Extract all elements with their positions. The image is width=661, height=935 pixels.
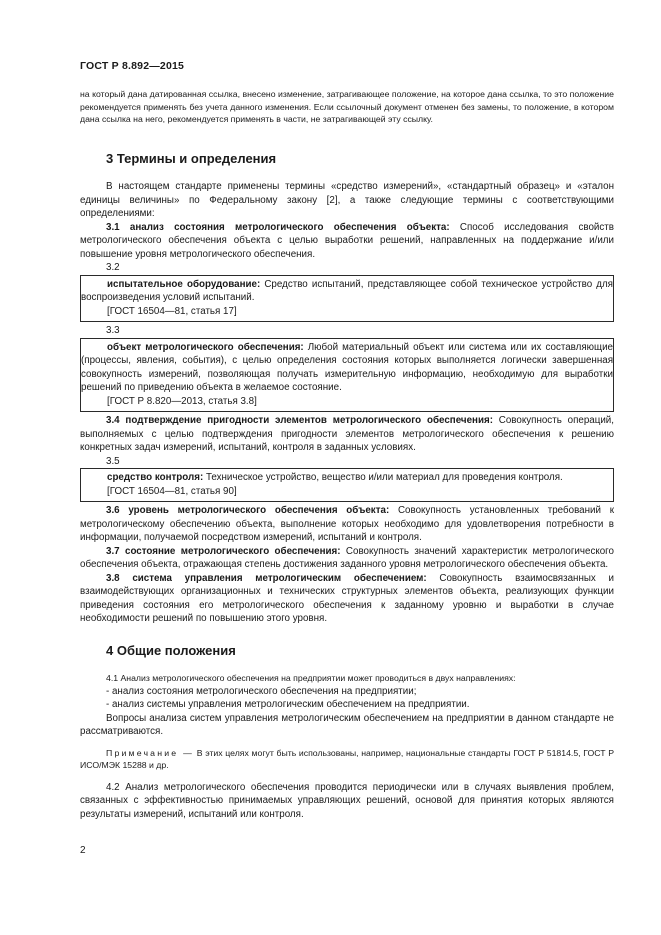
term-3-6	[80, 504, 614, 545]
term-3-2	[81, 278, 613, 305]
term-3-5	[81, 471, 613, 485]
section-3-intro: В настоящем стандарте применены термины «средство измерений», «стандартный образец» и «эталон единицы величины» по Федеральному закону [2], а также следующие термины с соответствующими определениями:	[80, 181, 614, 219]
term-3-4-name: 3.4 подтверждение пригодности элементов метрологического обеспечения:	[106, 415, 493, 426]
term-3-3	[81, 341, 613, 395]
term-3-2-box	[80, 275, 614, 323]
term-3-1	[80, 221, 614, 262]
note-label: Примечание —	[106, 747, 195, 758]
term-3-5-box	[80, 468, 614, 502]
term-3-6-definition: Совокупность установленных требований к метрологическому обеспечению объекта, выполнение которых необходимо для удовлетворения потребности в информации, получаемой посредством измерений, испытаний и контроля.	[80, 505, 615, 543]
term-3-3-reference: [ГОСТ Р 8.820—2013, статья 3.8]	[107, 395, 257, 407]
document-body	[80, 88, 614, 821]
term-3-2-number: 3.2	[106, 262, 120, 273]
term-3-3-definition: Любой материальный объект или система или их составляющие (процессы, явления, события), с целью определения состояния которых выполняется логически завершенная совокупность измерений, позволяющая получать измерительную информацию, необходимую для выработки решений по приведению объекта в желаемое состояние.	[81, 341, 613, 393]
term-3-1-name: 3.1 анализ состояния метрологического обеспечения объекта:	[106, 221, 450, 233]
term-3-5-number: 3.5	[106, 455, 120, 467]
term-3-7-definition: Совокупность значений характеристик метрологического обеспечения объекта, отражающая степень достижения заданного уровня метрологического обеспечения объекта.	[80, 545, 614, 570]
term-3-2-definition: Средство испытаний, представляющее собой техническое устройство для воспроизведения условий испытаний.	[81, 278, 613, 303]
document-header: ГОСТ Р 8.892—2015	[80, 60, 185, 72]
term-3-8-definition: Совокупность взаимосвязанных и взаимодействующих организационных и технических структурных элементов объекта, реализующих функции приведения состояния его метрологического обеспечения к заданному уровню и выработки в случае необходимости решений по повышению этого уровня.	[80, 572, 614, 624]
term-3-3-name: объект метрологического обеспечения:	[107, 341, 304, 353]
term-3-5-reference: [ГОСТ 16504—81, статья 90]	[107, 485, 237, 497]
list-item: - анализ состояния метрологического обеспечения на предприятии;	[106, 685, 417, 697]
term-3-8-name: 3.8 система управления метрологическим обеспечением:	[106, 572, 427, 584]
intro-paragraph: на который дана датированная ссылка, внесено изменение, затрагивающее положение, на которое дана ссылка, то это положение рекомендуется применять без учета данного изменения. Если ссылочный документ отменен без замены, то положение, в котором дана ссылка на него, рекомендуется применять в части, не затрагивающей эту ссылку.	[80, 89, 614, 124]
page-number: 2	[80, 845, 86, 856]
term-3-5-definition: Техническое устройство, вещество и/или материал для проведения контроля.	[203, 472, 563, 483]
paragraph-systems: Вопросы анализа систем управления метрологическим обеспечением на предприятии в данном стандарте не рассматриваются.	[80, 712, 614, 737]
term-3-3-box	[80, 338, 614, 413]
section-3-title: 3 Термины и определения	[106, 150, 277, 166]
term-3-4	[80, 414, 614, 455]
term-3-8	[80, 572, 614, 626]
note	[80, 747, 614, 772]
list-item: - анализ системы управления метрологическим обеспечением на предприятии.	[106, 699, 470, 710]
term-3-7	[80, 545, 614, 572]
paragraph-4-1: 4.1 Анализ метрологического обеспечения на предприятии может проводиться в двух направлениях:	[106, 673, 516, 683]
term-3-1-definition: Способ исследования свойств метрологического обеспечения объекта с целью выработки решений, направленных на поддержание и/или повышение уровня метрологического обеспечения.	[80, 221, 614, 260]
term-3-2-reference: [ГОСТ 16504—81, статья 17]	[107, 305, 237, 317]
term-3-5-name: средство контроля:	[107, 472, 204, 483]
term-3-3-number: 3.3	[106, 325, 120, 336]
section-4-title: 4 Общие положения	[106, 642, 236, 658]
term-3-2-name: испытательное оборудование:	[107, 278, 261, 290]
term-3-6-name: 3.6 уровень метрологического обеспечения объекта:	[106, 505, 390, 516]
paragraph-4-2: 4.2 Анализ метрологического обеспечения проводится периодически или в случаях выявления проблем, связанных с эффективностью принимаемых управляющих решений, основой для принятия которых являются результаты измерений, испытаний или контроля.	[80, 781, 614, 820]
note-text: В этих целях могут быть использованы, например, национальные стандарты ГОСТ Р 51814.5, ГОСТ Р ИСО/МЭК 15288 и др.	[80, 747, 614, 770]
term-3-7-name: 3.7 состояние метрологического обеспечения:	[106, 545, 341, 557]
term-3-4-definition: Совокупность операций, выполняемых с целью подтверждения пригодности элементов метрологического обеспечения к решению конкретных задач измерений, испытаний, контроля в заданных условиях.	[80, 415, 614, 453]
analysis-directions-list	[80, 685, 614, 712]
